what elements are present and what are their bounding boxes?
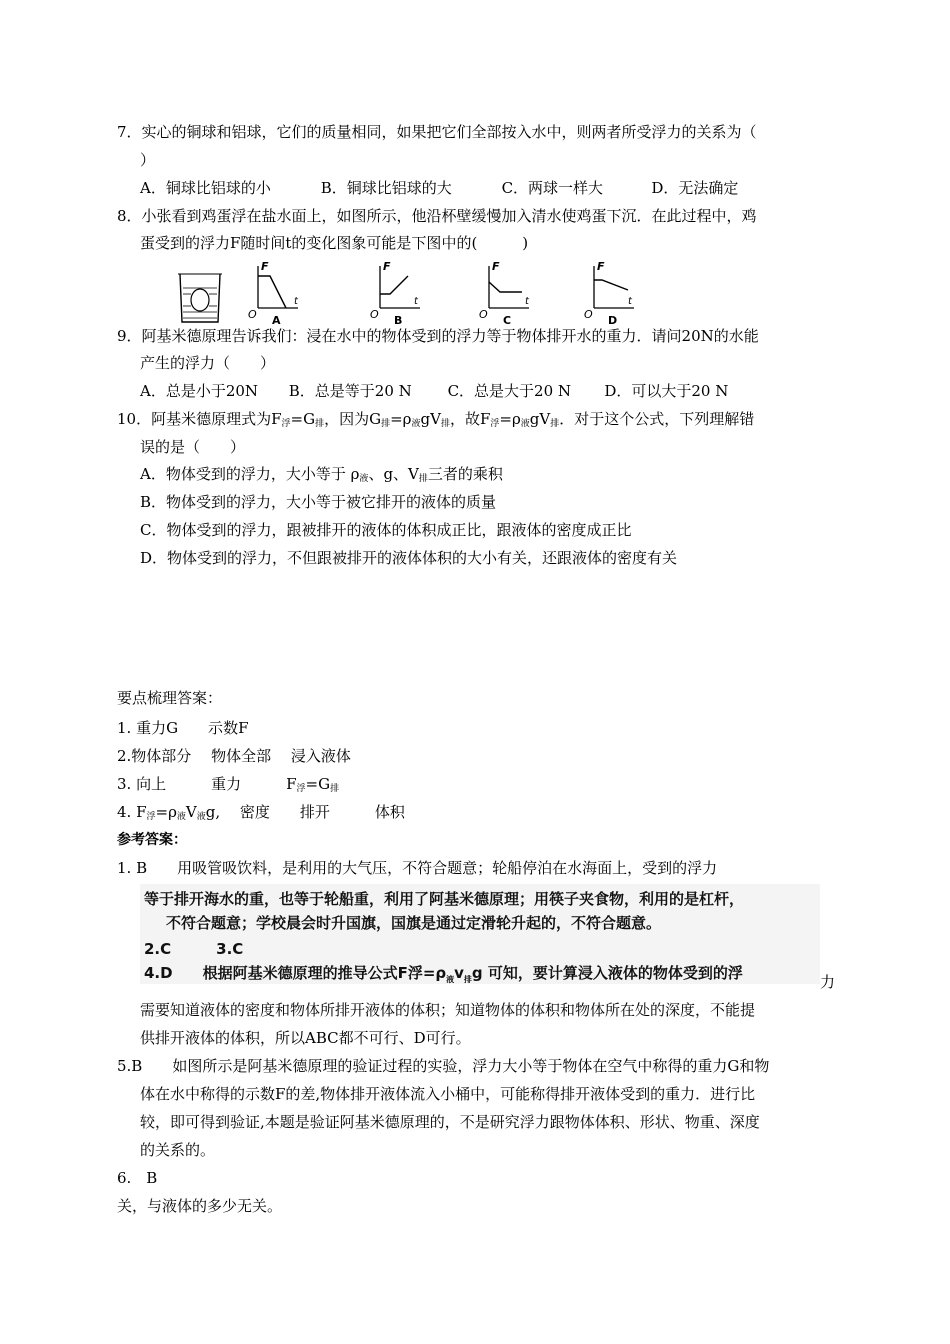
q10-stem-part: ．对于这个公式，下列理解错	[559, 410, 755, 428]
answers-title: 参考答案：	[117, 832, 187, 848]
key-points-part: g, 密度 排开 体积	[205, 803, 405, 821]
q9-option-a: A．总是小于20N	[140, 382, 259, 400]
answer-4-line-2: 需要知道液体的密度和物体所排开液体的体积；知道物体的体积和物体所在处的深度，不能提	[140, 1001, 756, 1019]
q10-sub: 液	[520, 419, 530, 429]
key-points-sub: 排	[330, 784, 340, 794]
graph-c-axis-f: F	[492, 260, 500, 273]
q9-stem: 9．阿基米德原理告诉我们：浸在水中的物体受到的浮力等于物体排开水的重力．请问20N的水能	[117, 327, 759, 345]
answer-6-tail: 关，与液体的多少无关。	[117, 1197, 283, 1215]
q8-stem: 8．小张看到鸡蛋浮在盐水面上，如图所示，他沿杯壁缓慢加入清水使鸡蛋下沉．在此过程中，鸡	[117, 207, 757, 225]
q10-option-a	[140, 464, 503, 489]
scan-line-4-part: g 可知，要计算浸入液体的物体受到的浮	[471, 964, 743, 982]
graph-a-axis-t: t	[294, 296, 298, 307]
q10-stem-part: ，故F	[449, 410, 491, 428]
q10-sub: 浮	[281, 419, 291, 429]
q9-option-c: C．总是大于20 N	[447, 382, 572, 400]
q10-option-a-part: 、g、V	[368, 465, 419, 483]
q10-option-b: B．物体受到的浮力，大小等于被它排开的液体的质量	[140, 493, 497, 511]
graph-a-axis-f: F	[261, 260, 269, 273]
answer-4-li: 力	[820, 973, 836, 991]
q10-option-a-part: 三者的乘积	[427, 465, 503, 483]
key-points-sub: 浮	[146, 812, 156, 822]
graph-b-axis-t: t	[414, 296, 418, 307]
q10-sub: 排	[315, 419, 325, 429]
answer-6: 6. B	[117, 1169, 158, 1187]
q10-stem-part: =ρ	[390, 410, 412, 428]
beaker-with-egg-icon	[178, 274, 222, 322]
q10-stem-cont: 误的是（ ）	[140, 438, 246, 456]
scan-sub: 液	[446, 975, 455, 984]
q10-stem-part: ，因为G	[324, 410, 382, 428]
graph-b-label: B	[394, 314, 403, 327]
q9-options	[140, 381, 728, 401]
q7-stem: 7．实心的铜球和铝球，它们的质量相同，如果把它们全部按入水中，则两者所受浮力的关系为（	[117, 123, 757, 141]
key-points-sub: 浮	[296, 784, 306, 794]
q10-sub: 浮	[490, 419, 500, 429]
q10-stem	[117, 409, 754, 434]
q10-stem-part: =G	[290, 410, 316, 428]
key-points-part: 3. 向上 重力 F	[117, 775, 297, 793]
graph-d-axis-f: F	[597, 260, 605, 273]
q10-option-d: D．物体受到的浮力，不但跟被排开的液体体积的大小有关，还跟液体的密度有关	[140, 549, 678, 567]
scan-line-1: 等于排开海水的重，也等于轮船重，利用了阿基米德原理；用筷子夹食物，利用的是杠杆，	[144, 890, 745, 908]
graph-b-origin: O	[370, 308, 379, 321]
graph-d-origin: O	[584, 308, 593, 321]
answer-5-line-2: 体在水中称得的示数F的差,物体排开液体流入小桶中，可能称得排开液体受到的重力．进行比	[140, 1085, 756, 1103]
key-points-line-1: 1. 重力G 示数F	[117, 719, 249, 737]
q9-option-d: D．可以大于20 N	[604, 382, 729, 400]
q7-stem-cont: ）	[140, 151, 156, 169]
scan-line-3: 2.C 3.C	[144, 940, 244, 958]
q7-option-a: A．铜球比铝球的小	[140, 179, 271, 197]
answer-5-line-4: 的关系的。	[140, 1141, 216, 1159]
q10-stem-part: gV	[420, 410, 441, 428]
q8-figure	[170, 258, 650, 328]
q10-sub: 液	[359, 474, 369, 484]
q10-option-c: C．物体受到的浮力，跟被排开的液体的体积成正比，跟液体的密度成正比	[140, 521, 632, 539]
graph-c-origin: O	[479, 308, 488, 321]
scan-line-4-part: v	[454, 964, 464, 982]
key-points-part: =ρ	[155, 803, 177, 821]
key-points-sub: 液	[196, 812, 206, 822]
q10-sub: 排	[381, 419, 391, 429]
q10-option-a-part: A．物体受到的浮力，大小等于 ρ	[140, 465, 360, 483]
q10-stem-part: gV	[529, 410, 551, 428]
key-points-part: 4. F	[117, 803, 147, 821]
key-points-title: 要点梳理答案：	[117, 689, 223, 707]
graph-a-label: A	[272, 314, 281, 327]
answer-4-line-3: 供排开液体的体积，所以ABC都不可行、D可行。	[140, 1029, 471, 1047]
q10-sub: 排	[440, 419, 450, 429]
key-points-line-4	[117, 802, 405, 827]
scanned-answer-block	[140, 884, 820, 984]
graph-a	[248, 260, 299, 327]
q7-option-b: B．铜球比铝球的大	[320, 179, 452, 197]
graph-d-axis-t: t	[628, 296, 632, 307]
graph-d-label: D	[608, 314, 618, 327]
q10-sub: 液	[411, 419, 421, 429]
q7-option-d: D．无法确定	[651, 179, 739, 197]
key-points-line-2: 2.物体部分 物体全部 浸入液体	[117, 747, 351, 765]
graph-c-label: C	[503, 314, 512, 327]
graph-a-origin: O	[248, 308, 257, 321]
answer-5-line-1: 5.B 如图所示是阿基米德原理的验证过程的实验，浮力大小等于物体在空气中称得的重力G和物	[117, 1057, 770, 1075]
q10-sub: 排	[418, 474, 428, 484]
scan-line-2: 不符合题意；学校晨会时升国旗，国旗是通过定滑轮升起的，不符合题意。	[166, 914, 662, 932]
q8-stem-cont: 蛋受到的浮力F随时间t的变化图象可能是下图中的( )	[140, 234, 529, 252]
key-points-line-3	[117, 774, 339, 799]
q7-option-c: C．两球一样大	[501, 179, 604, 197]
scan-sub: 排	[463, 975, 472, 984]
graph-b-axis-f: F	[383, 260, 391, 273]
q10-stem-part: =ρ	[499, 410, 521, 428]
key-points-sub: 液	[176, 812, 186, 822]
answer-1: 1. B 用吸管吸饮料，是利用的大气压，不符合题意；轮船停泊在水海面上，受到的浮力	[117, 859, 718, 877]
graph-c	[479, 260, 530, 327]
key-points-part: V	[185, 803, 197, 821]
q9-stem-cont: 产生的浮力（ ）	[140, 354, 276, 372]
answer-5-line-3: 较，即可得到验证,本题是验证阿基米德原理的，不是研究浮力跟物体体积、形状、物重、深度	[140, 1113, 760, 1131]
graph-c-axis-t: t	[525, 296, 529, 307]
graph-b	[370, 260, 420, 327]
q9-option-b: B．总是等于20 N	[288, 382, 412, 400]
q7-options	[140, 178, 738, 198]
q10-sub: 排	[550, 419, 560, 429]
scan-line-4-part: 4.D 根据阿基米德原理的推导公式F浮=ρ	[144, 964, 447, 982]
scan-line-4	[144, 962, 743, 985]
graph-d	[584, 260, 634, 327]
key-points-part: =G	[305, 775, 331, 793]
q10-stem-part: 10．阿基米德原理式为F	[117, 410, 282, 428]
